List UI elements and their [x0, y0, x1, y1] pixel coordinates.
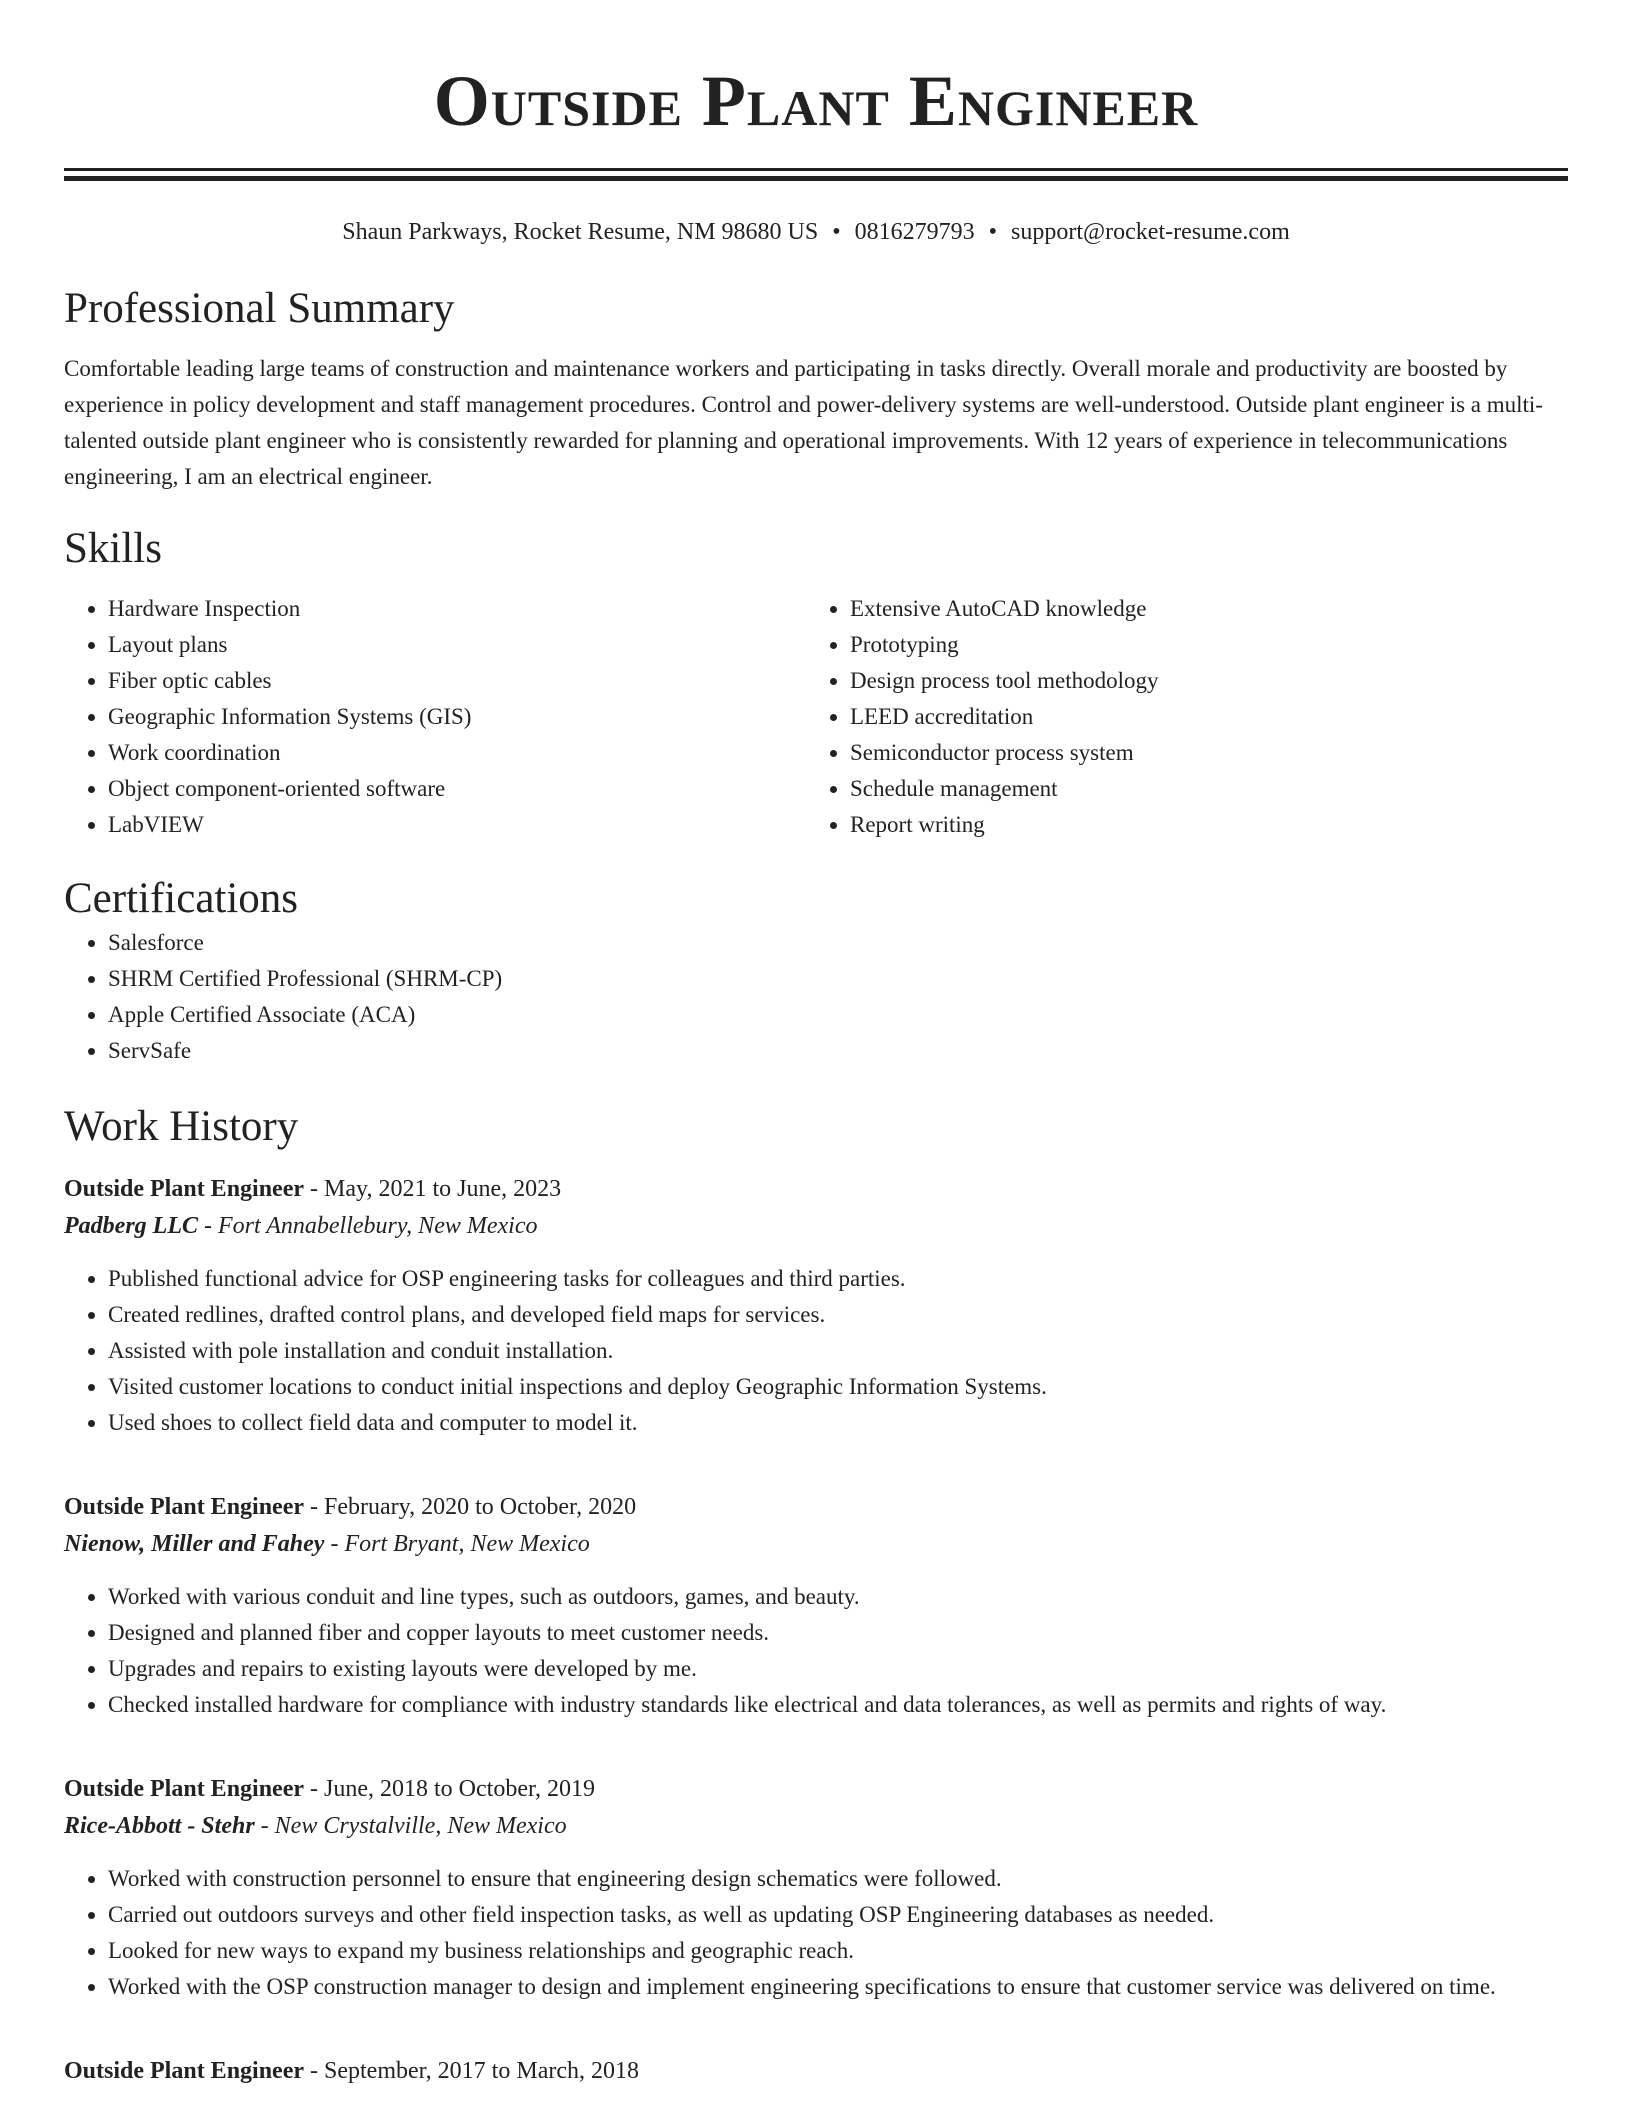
- skills-column-right: [806, 591, 1548, 843]
- skill-item: • Geographic Information Systems (GIS): [108, 699, 806, 735]
- job-company: Nienow, Miller and Fahey: [64, 1531, 325, 1557]
- job-bullet: • Looked for new ways to expand my business relationships and geographic reach.: [108, 1933, 1568, 1969]
- job-bullet: • Published functional advice for OSP engineering tasks for colleagues and third parties.: [108, 1261, 1568, 1297]
- job-company: Rice-Abbott - Stehr: [64, 1813, 255, 1839]
- job-bullet: • Designed and planned fiber and copper layouts to meet customer needs.: [108, 1615, 1568, 1651]
- job-header: [64, 1171, 1568, 1207]
- job-bullet: • Created redlines, drafted control plans, and developed field maps for services.: [108, 1297, 1568, 1333]
- summary-heading: Professional Summary: [64, 285, 455, 332]
- job-bullet: • Used shoes to collect field data and computer to model it.: [108, 1405, 1568, 1441]
- job-dates: - June, 2018 to October, 2019: [304, 1776, 596, 1802]
- job-title: Outside Plant Engineer: [64, 1494, 305, 1520]
- skill-item: • Semiconductor process system: [850, 735, 1548, 771]
- job-dates: - September, 2017 to March, 2018: [304, 2058, 639, 2084]
- job-bullet: • Worked with various conduit and line types, such as outdoors, games, and beauty.: [108, 1579, 1568, 1615]
- job-bullets: [64, 1579, 1568, 1723]
- work-history-section: [64, 1101, 1568, 2089]
- contact-address: Shaun Parkways, Rocket Resume, NM 98680 US: [342, 219, 819, 245]
- job-header: [64, 1771, 1568, 1807]
- certifications-list: [64, 925, 1568, 1069]
- skills-grid: [64, 591, 1568, 843]
- job-bullets: [64, 1261, 1568, 1441]
- job-dates: - May, 2021 to June, 2023: [304, 1176, 562, 1202]
- skill-item: • Report writing: [850, 807, 1548, 843]
- skill-item: • Object component-oriented software: [108, 771, 806, 807]
- skill-item: • LabVIEW: [108, 807, 806, 843]
- skill-item: • Hardware Inspection: [108, 591, 806, 627]
- job-location: - Fort Annabellebury, New Mexico: [197, 1213, 538, 1239]
- skill-item: • Design process tool methodology: [850, 663, 1548, 699]
- job-dates: - February, 2020 to October, 2020: [304, 1494, 637, 1520]
- skills-section: [64, 523, 1568, 843]
- resume-name: Outside Plant Engineer: [433, 61, 1199, 141]
- job-title: Outside Plant Engineer: [64, 1776, 305, 1802]
- skill-item: • Work coordination: [108, 735, 806, 771]
- skill-item: • Prototyping: [850, 627, 1548, 663]
- job-entry: [64, 1171, 1568, 1441]
- certification-item: • Apple Certified Associate (ACA): [108, 997, 1568, 1033]
- job-company: Padberg LLC: [64, 1213, 198, 1239]
- contact-separator: •: [988, 219, 998, 245]
- certifications-heading: Certifications: [64, 875, 299, 922]
- contact-email: support@rocket-resume.com: [1011, 219, 1290, 245]
- job-entry: [64, 2053, 1568, 2089]
- job-company-line: [64, 1525, 1568, 1563]
- skill-item: • LEED accreditation: [850, 699, 1548, 735]
- summary-text: Comfortable leading large teams of construction and maintenance workers and participating in tasks directly. Overall morale and productivity are boosted by experience in policy development and staff management procedures. Control and power-delivery systems are well-understood. Outside plant engineer is a multi-talented outside plant engineer who is consistently rewarded for planning and operational improvements. With 12 years of experience in telecommunications engineering, I am an electrical engineer.: [64, 356, 1543, 489]
- job-header: [64, 1489, 1568, 1525]
- job-bullet: • Assisted with pole installation and conduit installation.: [108, 1333, 1568, 1369]
- certification-item: • SHRM Certified Professional (SHRM-CP): [108, 961, 1568, 997]
- skills-heading: Skills: [64, 525, 162, 572]
- job-bullet: • Upgrades and repairs to existing layouts were developed by me.: [108, 1651, 1568, 1687]
- job-title: Outside Plant Engineer: [64, 1176, 305, 1202]
- certification-item: • ServSafe: [108, 1033, 1568, 1069]
- job-company-line: [64, 1207, 1568, 1245]
- work-history-heading: Work History: [64, 1103, 299, 1150]
- skill-item: • Layout plans: [108, 627, 806, 663]
- job-bullet: • Worked with the OSP construction manager to design and implement engineering specifications to ensure that customer service was delivered on time.: [108, 1969, 1568, 2005]
- skill-item: • Fiber optic cables: [108, 663, 806, 699]
- skills-column-left: [64, 591, 806, 843]
- job-bullet: • Checked installed hardware for compliance with industry standards like electrical and data tolerances, as well as permits and rights of way.: [108, 1687, 1568, 1723]
- job-title: Outside Plant Engineer: [64, 2058, 305, 2084]
- contact-phone: 0816279793: [854, 219, 975, 245]
- header-double-rule: [64, 168, 1568, 181]
- certifications-section: [64, 873, 1568, 1069]
- job-bullet: • Visited customer locations to conduct initial inspections and deploy Geographic Information Systems.: [108, 1369, 1568, 1405]
- job-bullet: • Worked with construction personnel to ensure that engineering design schematics were followed.: [108, 1861, 1568, 1897]
- skill-item: • Schedule management: [850, 771, 1548, 807]
- job-bullet: • Carried out outdoors surveys and other field inspection tasks, as well as updating OSP Engineering databases as needed.: [108, 1897, 1568, 1933]
- job-entry: [64, 1771, 1568, 2005]
- job-bullets: [64, 1861, 1568, 2005]
- job-header: [64, 2053, 1568, 2089]
- contact-line: [64, 217, 1568, 247]
- summary-section: [64, 283, 1568, 495]
- contact-separator: •: [832, 219, 841, 245]
- job-location: - New Crystalville, New Mexico: [254, 1813, 567, 1839]
- certification-item: • Salesforce: [108, 925, 1568, 961]
- skill-item: • Extensive AutoCAD knowledge: [850, 591, 1548, 627]
- job-location: - Fort Bryant, New Mexico: [324, 1531, 590, 1557]
- job-company-line: [64, 1807, 1568, 1845]
- job-entry: [64, 1489, 1568, 1723]
- resume-page: [64, 0, 1568, 2089]
